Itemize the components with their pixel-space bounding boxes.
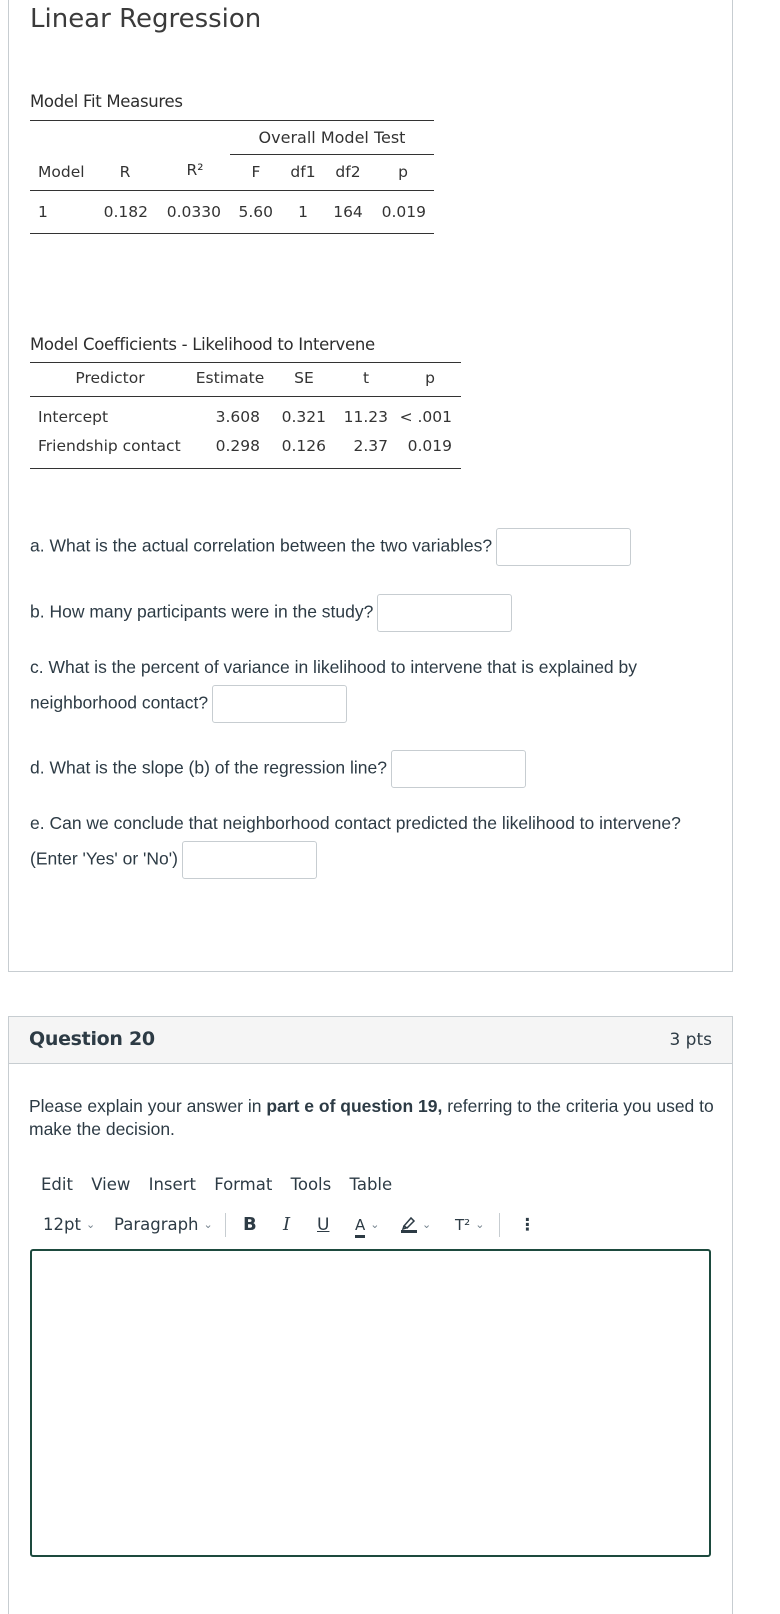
text-color-button[interactable] — [355, 1210, 379, 1240]
question-d — [30, 750, 720, 788]
col-header: df2 — [335, 163, 361, 181]
underline-button[interactable]: U — [317, 1215, 330, 1235]
table-cell: 3.608 — [215, 408, 260, 426]
question-b-text: b. How many participants were in the study? — [30, 601, 374, 622]
question-b — [30, 594, 720, 632]
col-header: p — [425, 369, 435, 387]
question-e — [30, 806, 720, 879]
answer-d-input[interactable] — [391, 750, 526, 788]
toolbar-divider — [499, 1213, 500, 1237]
col-header: df1 — [290, 163, 316, 181]
highlighter-icon — [401, 1215, 417, 1233]
col-header: R — [119, 163, 131, 181]
model-fit-caption: Model Fit Measures — [30, 92, 183, 111]
col-header: Predictor — [75, 369, 145, 387]
col-header: Model — [38, 163, 85, 181]
question-a — [30, 528, 720, 566]
table-cell: 1 — [38, 203, 48, 221]
menu-view[interactable]: View — [91, 1175, 131, 1194]
superscript-icon: T² — [455, 1216, 471, 1234]
answer-b-input[interactable] — [377, 594, 512, 632]
col-header: t — [362, 369, 370, 387]
editor-menubar — [41, 1175, 405, 1194]
col-header: SE — [294, 369, 314, 387]
menu-format[interactable]: Format — [214, 1175, 273, 1194]
table-cell: 0.019 — [381, 203, 426, 221]
question-header — [9, 1017, 732, 1064]
table-cell: Intercept — [38, 408, 109, 426]
col-header: Estimate — [195, 369, 265, 387]
chevron-down-icon: ⌄ — [203, 1218, 213, 1231]
italic-button[interactable]: I — [283, 1214, 291, 1235]
table-cell: 5.60 — [238, 203, 273, 221]
toolbar-divider — [225, 1213, 226, 1237]
table-cell: 164 — [333, 203, 363, 221]
coefficients-caption: Model Coefficients - Likelihood to Intervene — [30, 335, 375, 354]
answer-a-input[interactable] — [496, 528, 631, 566]
highlight-color-button[interactable] — [401, 1210, 431, 1240]
prompt-bold-text: part e of question 19, — [266, 1096, 443, 1116]
section-title: Linear Regression — [30, 4, 262, 34]
question-points: 3 pts — [669, 1030, 712, 1050]
table-cell: 0.182 — [103, 203, 148, 221]
table-cell: 0.126 — [281, 437, 326, 455]
table-cell: 0.298 — [215, 437, 260, 455]
bold-button[interactable]: B — [243, 1214, 257, 1235]
coefficients-table — [30, 0, 470, 478]
chevron-down-icon: ⌄ — [422, 1218, 432, 1231]
prompt-text-end: referring to the criteria you used to make the decision. — [29, 1096, 714, 1139]
block-format-select[interactable] — [114, 1210, 213, 1240]
font-size-value: 12pt — [43, 1215, 81, 1234]
menu-table[interactable]: Table — [349, 1175, 393, 1194]
table-cell: 0.0330 — [166, 203, 221, 221]
question-a-text: a. What is the actual correlation between the two variables? — [30, 535, 493, 556]
chevron-down-icon: ⌄ — [85, 1218, 96, 1231]
text-color-icon: A — [355, 1215, 365, 1238]
question-d-text: d. What is the slope (b) of the regression line? — [30, 757, 387, 778]
table-cell: < .001 — [399, 408, 452, 426]
col-header: R² — [186, 161, 204, 179]
block-format-value: Paragraph — [114, 1215, 199, 1234]
menu-edit[interactable]: Edit — [41, 1175, 73, 1194]
table-cell: 0.019 — [407, 437, 452, 455]
rich-text-editor[interactable] — [30, 1249, 711, 1557]
menu-insert[interactable]: Insert — [148, 1175, 196, 1194]
table-cell: 1 — [298, 203, 308, 221]
question-prompt — [29, 1095, 719, 1141]
col-header: F — [251, 163, 261, 181]
answer-e-input[interactable] — [182, 841, 317, 879]
question-c — [30, 650, 720, 723]
chevron-down-icon: ⌄ — [370, 1218, 380, 1231]
question-19-panel — [8, 0, 733, 972]
question-c-text: c. What is the percent of variance in likelihood to intervene that is explained by neighborhood contact? — [30, 657, 638, 713]
table-cell: 2.37 — [353, 437, 388, 455]
prompt-text: Please explain your answer in — [29, 1096, 267, 1116]
chevron-down-icon: ⌄ — [475, 1218, 485, 1231]
overall-model-test-header: Overall Model Test — [258, 128, 406, 147]
table-cell: 0.321 — [281, 408, 326, 426]
question-e-text: e. Can we conclude that neighborhood contact predicted the likelihood to intervene? (Enter 'Yes' or 'No') — [30, 813, 681, 869]
table-cell: Friendship contact — [38, 437, 181, 455]
font-size-select[interactable] — [43, 1210, 95, 1240]
table-cell: 11.23 — [343, 408, 388, 426]
menu-tools[interactable]: Tools — [290, 1175, 332, 1194]
superscript-button[interactable] — [455, 1210, 484, 1240]
question-20-panel — [8, 1016, 733, 1614]
col-header: p — [398, 163, 408, 181]
more-options-icon[interactable]: ⋮ — [519, 1215, 536, 1234]
answer-c-input[interactable] — [212, 685, 347, 723]
question-title: Question 20 — [29, 1028, 155, 1050]
